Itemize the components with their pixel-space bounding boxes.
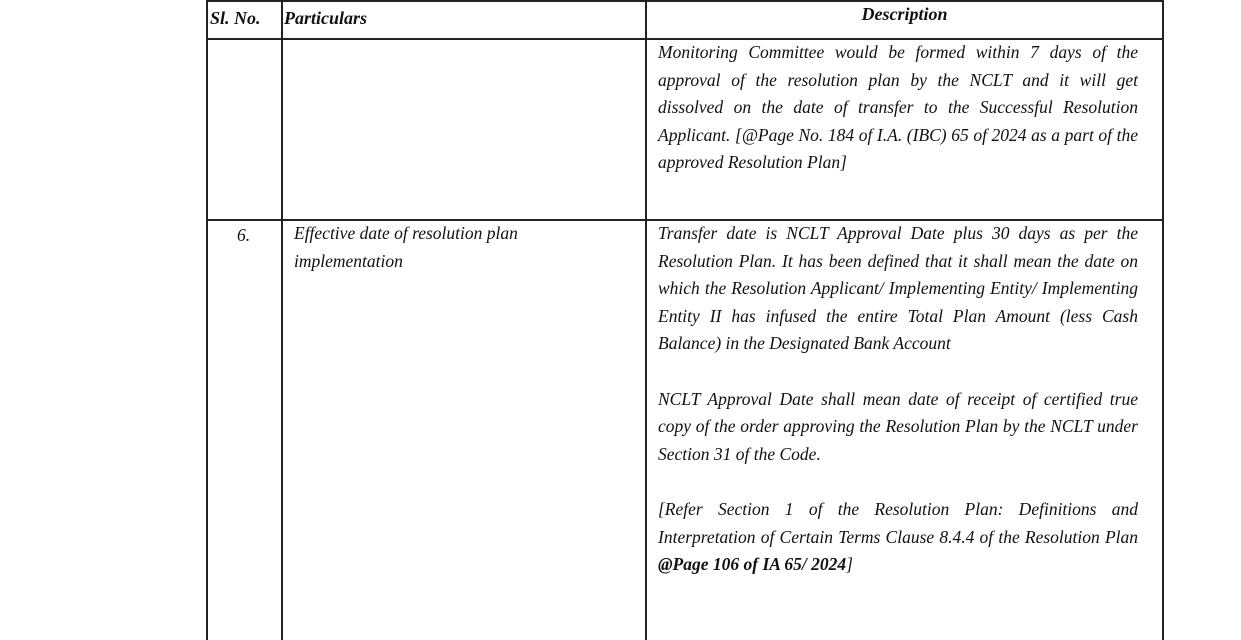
page-reference: @Page 106 of IA 65/ 2024 [658, 554, 847, 575]
table-left-border [206, 0, 208, 640]
table-row [294, 220, 554, 275]
header-sl-no: Sl. No. [210, 8, 261, 28]
description-paragraph: NCLT Approval Date shall mean date of receipt of certified true copy of the order approving the Resolution Plan by the NCLT under Section 31 of the Code. [658, 388, 1138, 464]
row-description [658, 220, 1138, 579]
table-row [658, 39, 1138, 177]
description-paragraph: Monitoring Committee would be formed within 7 days of the approval of the resolution plan by the NCLT and it will get dissolved on the date of transfer to the Successful Resolution Applicant. [@Page No. 184 of I.A. (IBC) 65 of 2024 as a part of the approved Resolution Plan] [658, 42, 1138, 173]
table-right-border [1162, 0, 1164, 640]
column-divider-sl [281, 0, 283, 640]
reference-paragraph [658, 496, 1138, 579]
table-top-border [206, 0, 1164, 2]
description-paragraph: Transfer date is NCLT Approval Date plus 30 days as per the Resolution Plan. It has been defined that it shall mean the date on which the Resolution Applicant/ Implementing Entity/ Implementing Entity II has infused the entire Total Plan Amount (less Cash Balance) in the Designated Bank Account [658, 223, 1138, 354]
column-divider-particulars [645, 0, 647, 640]
row-particulars: Effective date of resolution plan implementation [294, 223, 518, 271]
reference-close: ] [846, 554, 853, 575]
reference-text: [Refer Section 1 of the Resolution Plan: Definitions and Interpretation of Certain Terms Clause 8.4.4 of the Resolution Plan [658, 498, 1138, 547]
header-particulars: Particulars [284, 8, 368, 28]
document-table [206, 0, 1164, 640]
row-sl-no: 6. [236, 225, 251, 245]
header-description: Description [861, 4, 948, 24]
